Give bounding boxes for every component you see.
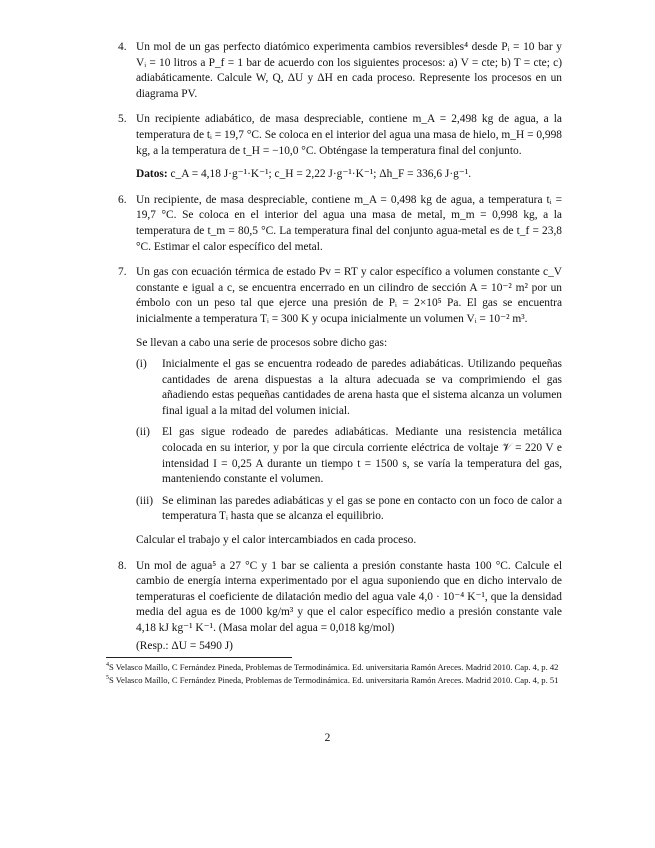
subitem-ii bbox=[136, 425, 562, 487]
subitem-label: (ii) bbox=[136, 426, 150, 439]
footnotes bbox=[106, 657, 564, 687]
problem-text: Un mol de un gas perfecto diatómico experimenta cambios reversibles⁴ desde Pᵢ = 10 bar y Vᵢ = 10 litros a P_f = 1 bar de acuerdo con los siguientes procesos: a) V = cte; b) T = cte; c) adiabáticamente. Calcule W, Q, ΔU y ΔH en cada proceso. Represente los procesos en un diagrama PV. bbox=[136, 41, 562, 100]
problem-list bbox=[118, 40, 562, 664]
problem-number: 8. bbox=[118, 559, 127, 572]
problem-8 bbox=[118, 559, 562, 655]
problem-number: 5. bbox=[118, 113, 127, 126]
problem-number: 6. bbox=[118, 193, 127, 206]
problem-text: Un gas con ecuación térmica de estado Pv = RT y calor específico a volumen constante c_V constante e igual a c, se encuentra encerrado en un cilindro de sección A = 10⁻² m² por un émbolo con un peso tal que ejerce una presión de Pᵢ = 2×10⁵ Pa. El gas se encuentra inicialmente a temperatura Tᵢ = 300 K y ocupa inicialmente un volumen Vᵢ = 10⁻² m³. bbox=[136, 266, 562, 325]
problem-answer: (Resp.: ΔU = 5490 J) bbox=[136, 639, 233, 652]
problem-number: 4. bbox=[118, 41, 127, 53]
subitem-label: (i) bbox=[136, 358, 147, 371]
subitem-text: Se eliminan las paredes adiabáticas y el gas se pone en contacto con un foco de calor a temperatura Tᵢ hasta que se alcanza el equilibrio. bbox=[162, 494, 562, 523]
footnote-4 bbox=[106, 661, 564, 674]
footnote-text: S Velasco Maíllo, C Fernández Pineda, Problemas de Termodinámica. Ed. universitaria Ramón Areces. Madrid 2010. Cap. 4, p. 51 bbox=[109, 675, 559, 685]
data-values: c_A = 4,18 J·g⁻¹·K⁻¹; c_H = 2,22 J·g⁻¹·K⁻¹; Δh_F = 336,6 J·g⁻¹. bbox=[170, 168, 472, 181]
problem-7 bbox=[118, 265, 562, 549]
subitem-i bbox=[136, 357, 562, 419]
problem-4 bbox=[118, 40, 562, 102]
problem-5 bbox=[118, 112, 562, 182]
subitem-label: (iii) bbox=[136, 494, 154, 507]
subitem-text: Inicialmente el gas se encuentra rodeado de paredes adiabáticas. Utilizando pequeñas cantidades de arena dispuestas a la altura adecuada se va comprimiendo el gas añadiendo estas pequeñas cantidades de arena hasta que el sistema alcanza un volumen final igual a la mitad del volumen inicial. bbox=[162, 358, 562, 417]
footnote-5 bbox=[106, 674, 564, 687]
footnote-mark: 5 bbox=[106, 675, 110, 682]
problem-number: 7. bbox=[118, 266, 127, 279]
problem-text: Un recipiente adiabático, de masa despreciable, contiene m_A = 2,498 kg de agua, a la temperatura de tᵢ = 19,7 °C. Se coloca en el interior del agua una masa de hielo, m_H = 0,998 kg, a la temperatura de t_H = −10,0 °C. Obténgase la temperatura final del conjunto. bbox=[136, 113, 562, 157]
footnote-text: S Velasco Maíllo, C Fernández Pineda, Problemas de Termodinámica. Ed. universitaria Ramón Areces. Madrid 2010. Cap. 4, p. 42 bbox=[109, 662, 559, 672]
problem-data bbox=[136, 167, 562, 183]
problem-intro: Se llevan a cabo una serie de procesos sobre dicho gas: bbox=[136, 336, 388, 349]
data-label: Datos: bbox=[136, 168, 168, 181]
problem-text: Un mol de agua⁵ a 27 °C y 1 bar se calienta a presión constante hasta 100 °C. Calcule el cambio de energía interna experimentado por el agua suponiendo que en dicho intervalo de temperaturas el coeficiente de dilatación medio del agua vale 4,0 · 10⁻⁴ K⁻¹, que la densidad media del agua es de 1000 kg/m³ y que el calor específico medio a presión constante vale 4,18 kJ kg⁻¹ K⁻¹. (Masa molar del agua = 0,018 kg/mol) bbox=[136, 559, 562, 634]
page-number: 2 bbox=[324, 732, 331, 744]
problem-text: Un recipiente, de masa despreciable, contiene m_A = 0,498 kg de agua, a temperatura tᵢ = 19,7 °C. Se coloca en el interior del agua una masa de metal, m_m = 0,998 kg, a la temperatura de t_m = 80,5 °C. La temperatura final del conjunto agua-metal es de t_f = 23,8 °C. Estimar el calor específico del metal. bbox=[136, 193, 562, 253]
subitem-text: El gas sigue rodeado de paredes adiabáticas. Mediante una resistencia metálica colocada en su interior, y por la que circula corriente eléctrica de voltaje 𝒱 = 220 V e intensidad I = 0,25 A durante un tiempo t = 1500 s, se varía la temperatura del gas, manteniendo constante el volumen. bbox=[162, 426, 562, 486]
footnote-rule bbox=[106, 657, 292, 658]
footnote-mark: 4 bbox=[106, 662, 110, 669]
subitem-iii bbox=[136, 494, 562, 525]
problem-closing: Calcular el trabajo y el calor intercambiados en cada proceso. bbox=[136, 534, 417, 547]
problem-6 bbox=[118, 193, 562, 255]
